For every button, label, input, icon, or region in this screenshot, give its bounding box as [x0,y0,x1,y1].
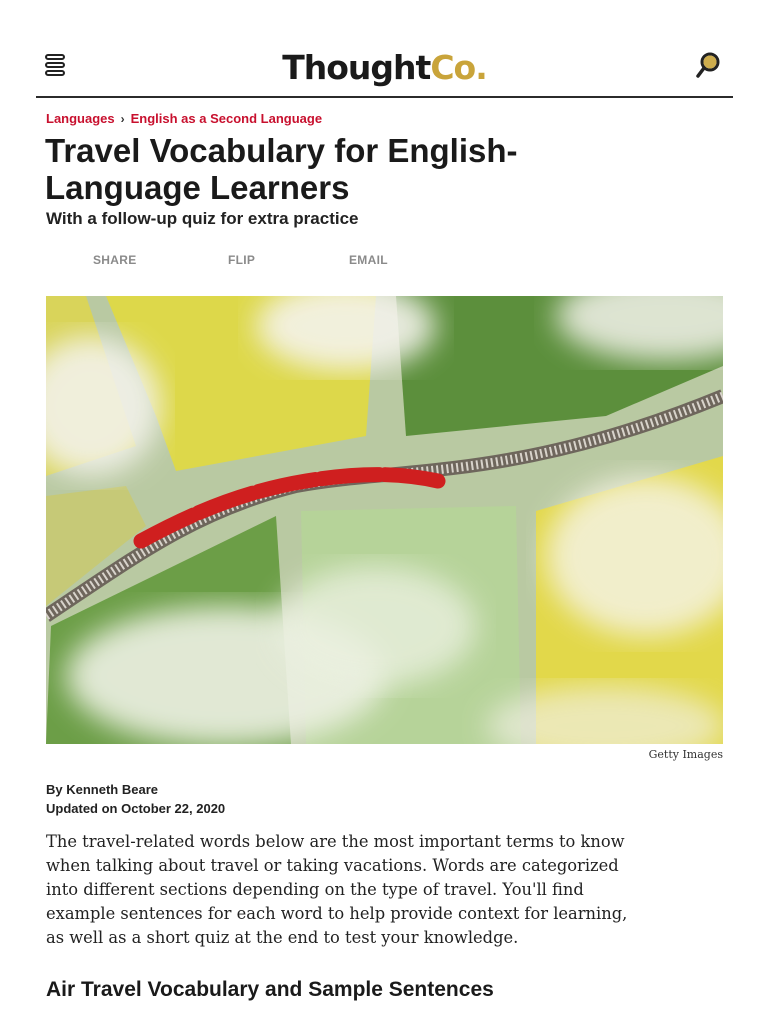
image-credit: Getty Images [648,748,723,761]
share-button[interactable]: SHARE [93,253,137,267]
logo-text-thought: Thought [282,48,431,87]
breadcrumb-languages[interactable]: Languages [46,111,115,126]
breadcrumb-esl[interactable]: English as a Second Language [130,111,323,126]
breadcrumb [46,111,322,126]
logo-text-co: Co. [430,48,487,87]
flip-button[interactable]: FLIP [228,253,256,267]
email-button[interactable]: EMAIL [349,253,388,267]
breadcrumb-separator: › [120,112,125,126]
share-actions [46,253,426,271]
section-heading: Air Travel Vocabulary and Sample Sentences [46,978,494,1001]
author-name[interactable]: By Kenneth Beare [46,782,158,797]
updated-date: Updated on October 22, 2020 [46,801,226,816]
train-aerial-illustration [46,296,723,744]
search-icon[interactable] [695,52,721,80]
intro-paragraph: The travel-related words below are the most important terms to know when talking about travel or taking vacations. Words are categorized into different sections depending on the type of travel. You'll find example sentences for each word to help provide context for learning, as well as a short quiz at the end to test your knowledge. [46,832,628,947]
article-title: Travel Vocabulary for English-Language Learners [45,132,518,206]
site-header [36,40,733,98]
site-logo[interactable] [36,48,733,87]
hero-image [46,296,723,744]
byline [46,780,225,818]
article-subtitle: With a follow-up quiz for extra practice [46,209,359,228]
